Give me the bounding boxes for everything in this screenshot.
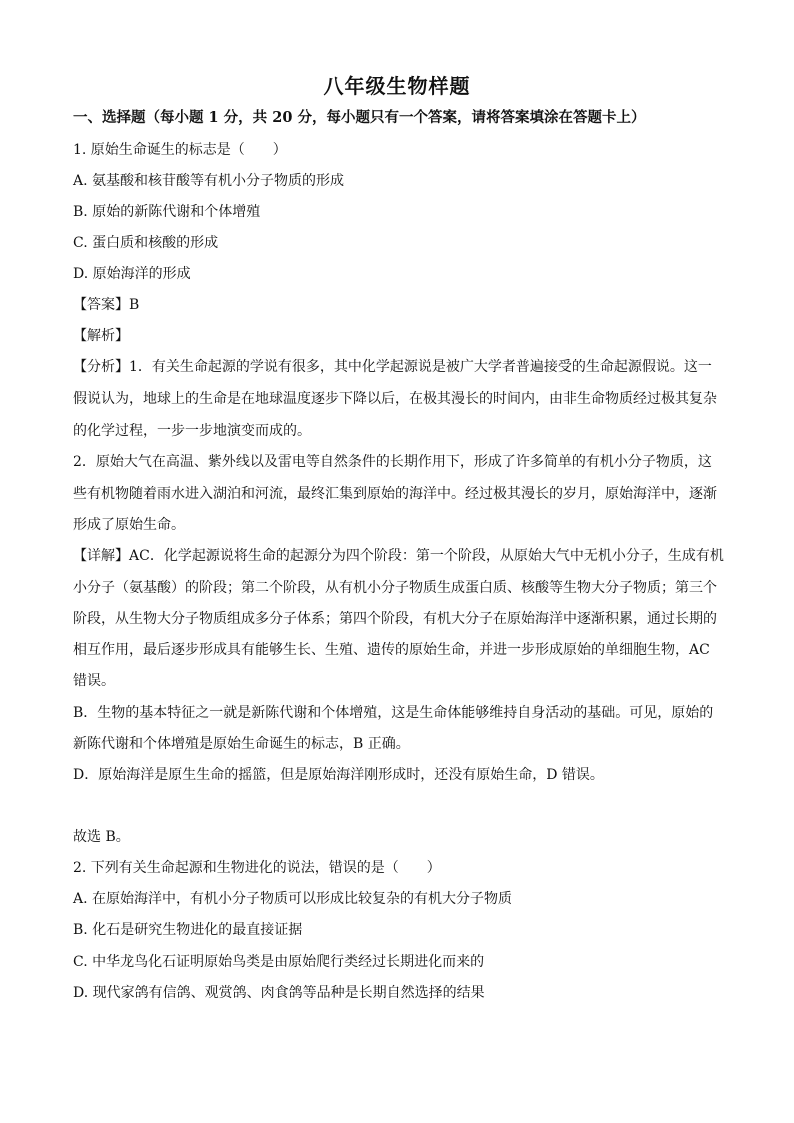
detail-line: D．原始海洋是原生生命的摇篮，但是原始海洋刚形成时，还没有原始生命，D 错误。	[73, 767, 604, 783]
detail-line: 小分子（氨基酸）的阶段；第二个阶段，从有机小分子物质生成蛋白质、核酸等生物大分子物质；第三个	[73, 580, 717, 596]
detail-line: 相互作用，最后逐步形成具有能够生长、生殖、遗传的原始生命，并进一步形成原始的单细胞生物，AC	[73, 642, 710, 658]
detail-line: 新陈代谢和个体增殖是原始生命诞生的标志，B 正确。	[73, 736, 410, 752]
question-1-option-b: B. 原始的新陈代谢和个体增殖	[73, 204, 261, 220]
question-1-conclusion: 故选 B。	[73, 829, 130, 845]
question-2-option-d: D. 现代家鸽有信鸽、观赏鸽、肉食鸽等品种是长期自然选择的结果	[73, 985, 485, 1001]
question-1-analysis-label: 【解析】	[73, 328, 129, 344]
analysis-line: 【分析】1．有关生命起源的学说有很多，其中化学起源说是被广大学者普遍接受的生命起源假说。这一	[73, 359, 712, 375]
question-1-option-d: D. 原始海洋的形成	[73, 266, 191, 282]
question-2-option-c: C. 中华龙鸟化石证明原始鸟类是由原始爬行类经过长期进化而来的	[73, 954, 485, 970]
section-header: 一、选择题（每小题 1 分，共 20 分，每小题只有一个答案，请将答案填涂在答题卡上）	[73, 109, 646, 126]
detail-line: 阶段，从生物大分子物质组成多分子体系；第四个阶段，有机大分子在原始海洋中逐渐积累，通过长期的	[73, 611, 717, 627]
analysis-line: 形成了原始生命。	[73, 517, 185, 533]
question-1-option-a: A. 氨基酸和核苷酸等有机小分子物质的形成	[73, 173, 345, 189]
page-title: 八年级生物样题	[323, 74, 471, 98]
analysis-line: 2．原始大气在高温、紫外线以及雷电等自然条件的长期作用下，形成了许多简单的有机小分子物质，这	[73, 454, 712, 470]
question-2-stem: 2. 下列有关生命起源和生物进化的说法，错误的是（ ）	[73, 860, 441, 876]
question-2-option-b: B. 化石是研究生物进化的最直接证据	[73, 922, 303, 938]
question-1-stem: 1. 原始生命诞生的标志是（ ）	[73, 142, 287, 158]
question-1-option-c: C. 蛋白质和核酸的形成	[73, 235, 219, 251]
detail-line: 【详解】AC．化学起源说将生命的起源分为四个阶段：第一个阶段，从原始大气中无机小分子，生成有机	[73, 548, 724, 564]
question-2-option-a: A. 在原始海洋中，有机小分子物质可以形成比较复杂的有机大分子物质	[73, 891, 513, 907]
detail-line: 错误。	[73, 673, 115, 689]
analysis-line: 的化学过程，一步一步地演变而成的。	[73, 423, 311, 439]
question-1-answer: 【答案】B	[73, 297, 140, 313]
analysis-line: 假说认为，地球上的生命是在地球温度逐步下降以后，在极其漫长的时间内，由非生命物质经过极其复杂	[73, 391, 717, 407]
detail-line: B．生物的基本特征之一就是新陈代谢和个体增殖，这是生命体能够维持自身活动的基础。可见，原始的	[73, 705, 714, 721]
analysis-line: 些有机物随着雨水进入湖泊和河流，最终汇集到原始的海洋中。经过极其漫长的岁月，原始海洋中，逐渐	[73, 486, 717, 502]
